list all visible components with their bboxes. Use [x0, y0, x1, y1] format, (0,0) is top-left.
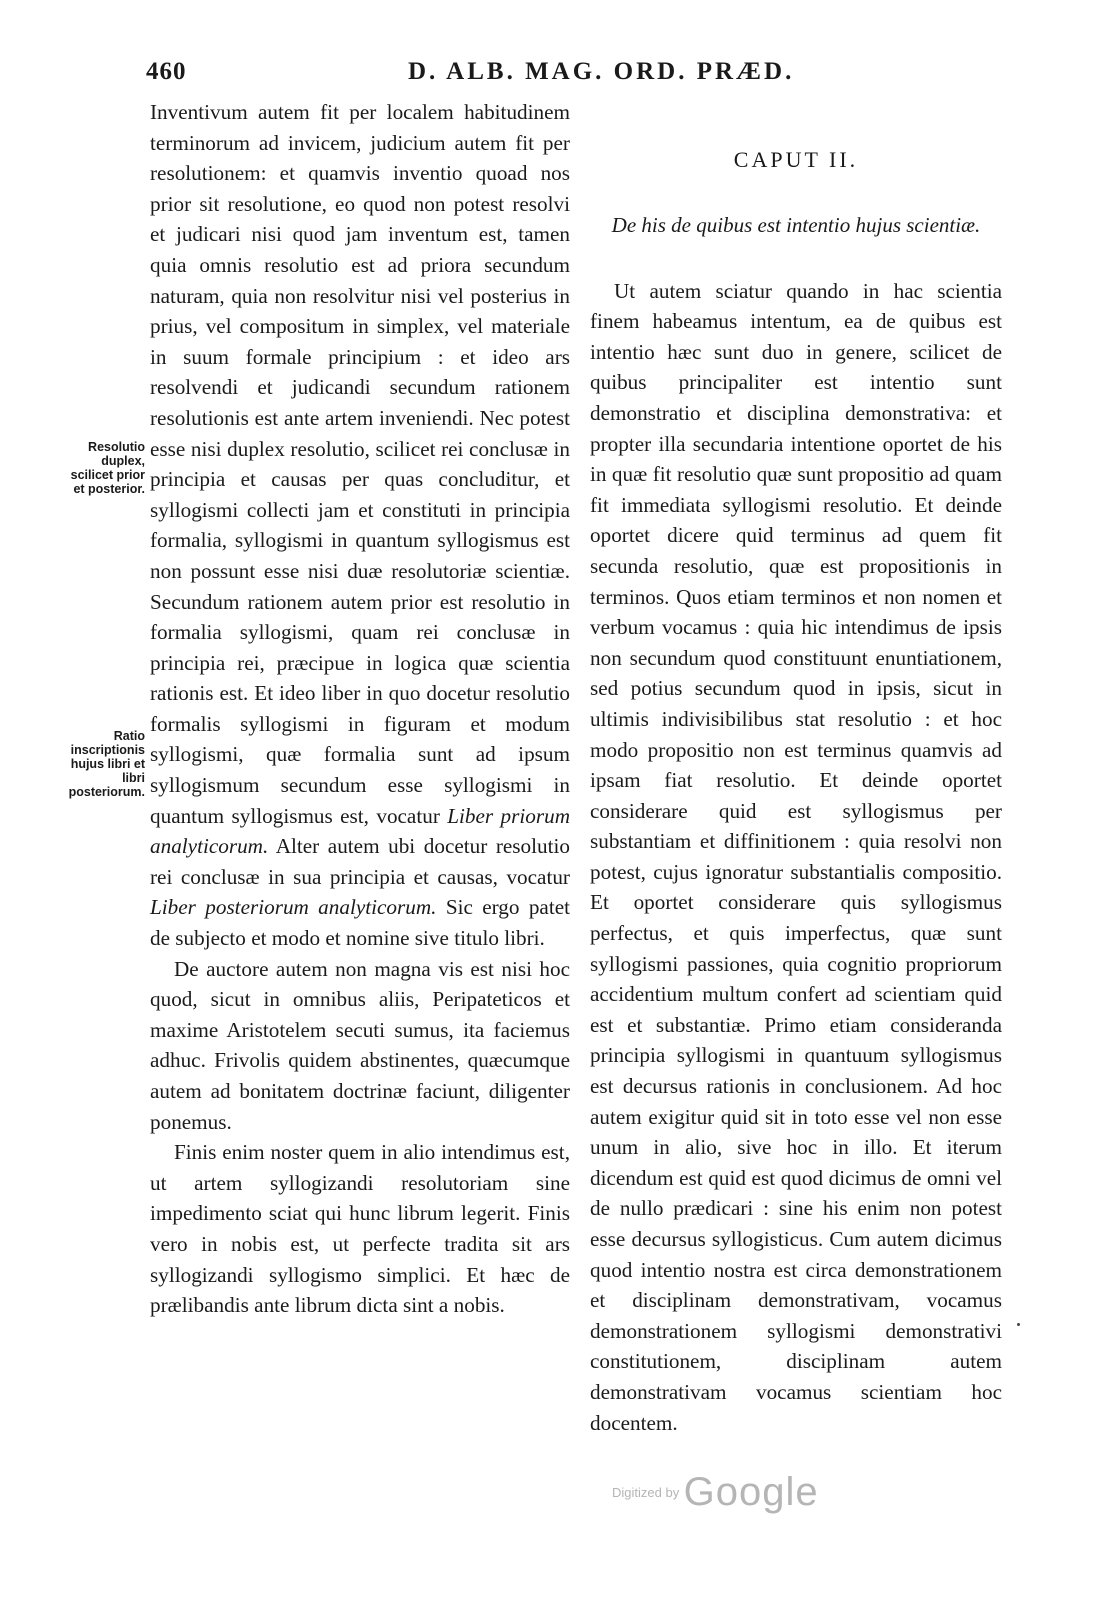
- stray-mark: [1017, 1323, 1020, 1326]
- left-paragraph-2: De auctore autem non magna vis est nisi hoc quod, sicut in omnibus aliis, Peripateticos et maxime Aristotelem secuti sumus, ita faciemus adhuc. Frivolis quidem abstinentes, quæcumque autem ad bonitatem doctrinæ faciunt, diligenter ponemus.: [150, 956, 570, 1134]
- digitized-prefix: Digitized by: [612, 1485, 680, 1500]
- right-column: [590, 145, 1002, 1438]
- chapter-subtitle: De his de quibus est intentio hujus scientiæ.: [611, 212, 981, 237]
- margin-note-ratio: Ratio inscriptionis hujus libri et libri posteriorum.: [68, 729, 145, 799]
- chapter-heading: CAPUT II.: [733, 147, 859, 172]
- title-liber-priorum: Liber priorum analyticorum.: [150, 803, 571, 859]
- margin-note-resolutio: Resolutio duplex, scilicet prior et posterior.: [70, 440, 145, 496]
- running-head: D. ALB. MAG. ORD. PRÆD.: [408, 58, 795, 85]
- right-paragraph-1: Ut autem sciatur quando in hac scientia finem habeamus intentum, ea de quibus est intentio hæc sunt duo in genere, scilicet de quibus principaliter est intentio sunt demonstratio et disciplina demonstrativa: et propter illa secundaria intentione oportet de his in quæ fit resolutio quæ sunt propositio ad quam fit immediata syllogismi resolutio. Et deinde oportet dicere quid terminus ad quem fit secunda resolutio, quæ est propositionis in terminos. Quos etiam terminos et non nomen et verbum vocamus : quia hic intendimus de ipsis non secundum quod constituunt enuntiationem, sed potius secundum quod in ipsis, sicut in ultimis indivisibilibus stat resolutio : et hoc modo propositio non est terminus quamvis ad ipsam fiat resolutio. Et deinde oportet considerare quid est syllogismus per substantiam et diffinitionem : quia resolvi non potest, cujus ignoratur substantialis compositio. Et oportet considerare quis syllogismus perfectus, et quis imperfectus, quæ sunt syllogismi passiones, quia cognitio propriorum accidentium multum confert ad scientiam quid est et substantiæ. Primo etiam consideranda principia syllogismi in quantuum syllogismus est decursus rationis in conclusionem. Ad hoc autem exigitur quid sit in toto esse vel non esse unum in alio, sive hoc in illo. Et iterum dicendum est quid est quod dicimus de omni vel de nullo prædicari : sine his enim non potest esse decursus syllogisticus. Cum autem dicimus quod intentio nostra est circa demonstrationem et disciplinam demonstrativam, vocamus demonstrationem syllogismi demonstrativi constitutionem, disciplinam autem demonstrativam vocamus scientiam hoc docentem.: [590, 278, 1002, 1435]
- left-paragraph-3: Finis enim noster quem in alio intendimus est, ut artem syllogizandi resolutoriam sine impedimento sciat qui hunc librum legerit. Finis vero in nobis est, ut perfecte tradita sit ars syllogizandi syllogismo simplici. Et hæc de prælibandis ante librum dicta sint a nobis.: [150, 1140, 570, 1318]
- google-logo: Google: [683, 1470, 819, 1514]
- left-p1-text-c: Sic ergo patet de subjecto et modo et nomine sive titulo libri.: [150, 895, 571, 951]
- title-liber-posteriorum: Liber posteriorum analyticorum.: [150, 895, 437, 920]
- left-paragraph-1: [150, 97, 570, 954]
- left-p1-text-b: Alter autem ubi docetur resolutio rei conclusæ in sua principia et causas, vocatur: [150, 834, 570, 889]
- digitized-watermark: [612, 1470, 819, 1515]
- left-column: [150, 97, 570, 1321]
- left-p1-text-a: Inventivum autem fit per localem habitudinem terminorum ad invicem, judicium autem fit per resolutionem: et quamvis inventio quoad nos prior sit resolutione, eo quod non potest resolvi et judicari nisi quod jam inventum est, tamen quia omnis resolutio est ad priora secundum naturam, quia non resolvitur nisi vel posterius in prius, vel compositum in simplex, vel materiale in suum formale principium : et ideo ars resolvendi et judicandi secundum rationem resolutionis est ante artem inveniendi. Nec potest esse nisi duplex resolutio, scilicet rei conclusæ in principia et causas per quas concluditur, et syllogismi collecti jam et constituti in principia formalia, syllogismi in quantum syllogismus est non possunt esse nisi duæ resolutoriæ scientiæ. Secundum rationem autem prior est resolutio in formalia syllogismi, quam rei conclusæ in principia rei, præcipue in logica quæ scientia rationis est. Et ideo liber in quo docetur resolutio formalis syllogismi in figuram et modum syllogismi, quæ formalia sunt ad ipsum syllogismum secundum esse syllogismi in quantum syllogismus est, vocatur: [150, 100, 570, 828]
- page-number: 460: [146, 58, 187, 85]
- running-header: [146, 58, 1006, 98]
